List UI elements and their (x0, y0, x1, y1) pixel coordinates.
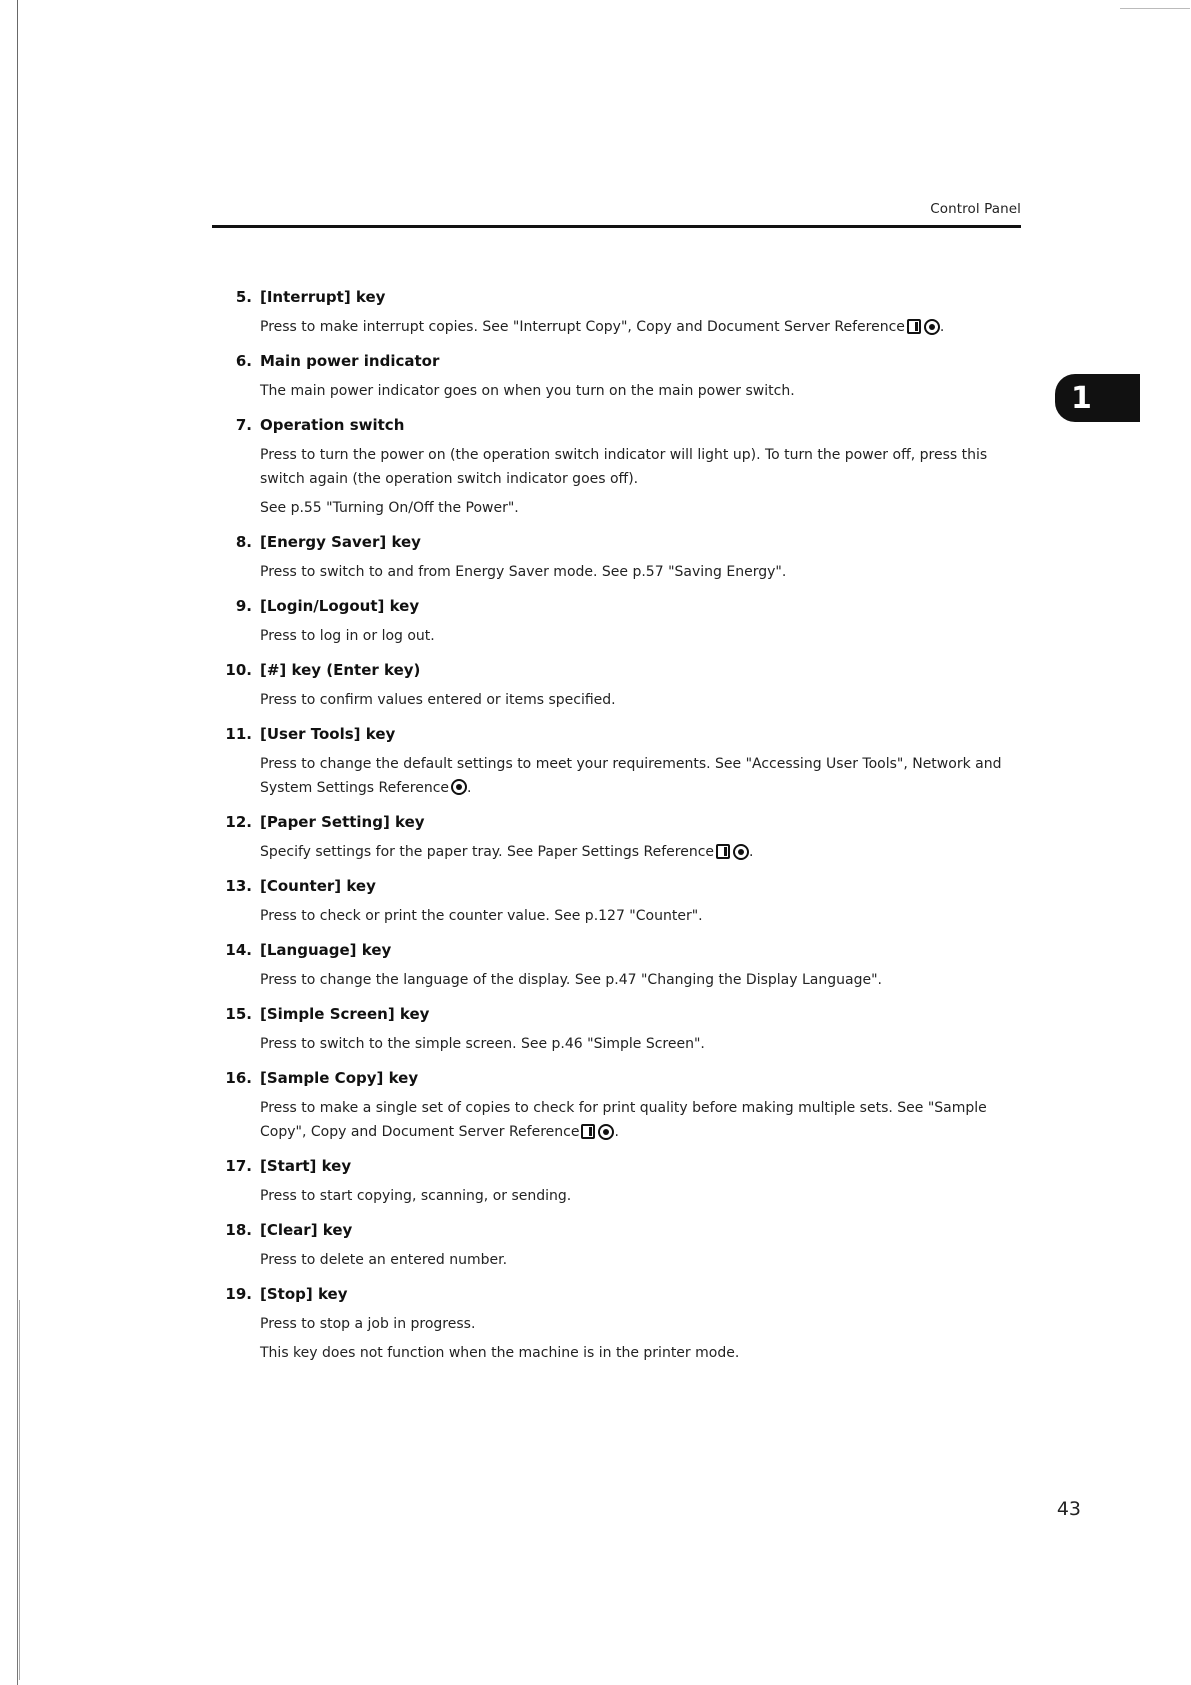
item-description (252, 443, 1030, 520)
item-description (252, 688, 1030, 712)
item-title: [Simple Screen] key (260, 1005, 430, 1023)
item-number: 7. (235, 416, 252, 434)
item-description (252, 1248, 1030, 1272)
chapter-tab (1055, 374, 1140, 422)
scan-edge-line (17, 0, 18, 1685)
item-title: [Paper Setting] key (260, 813, 425, 831)
page-number: 43 (1056, 1498, 1081, 1520)
item-number: 19. (225, 1285, 252, 1303)
item-title: Operation switch (260, 416, 405, 434)
item-heading (210, 414, 1030, 436)
list-item (210, 1219, 1030, 1272)
running-head: Control Panel (930, 201, 1021, 217)
item-number: 18. (225, 1221, 252, 1239)
description-text: Press to stop a job in progress. (260, 1316, 476, 1332)
item-number: 6. (235, 352, 252, 370)
item-description (252, 1096, 1030, 1144)
list-item (210, 1283, 1030, 1365)
description-text: Press to delete an entered number. (260, 1252, 508, 1268)
item-title: [Login/Logout] key (260, 597, 420, 615)
list-item (210, 875, 1030, 928)
description-text: The main power indicator goes on when you turn on the main power switch. (260, 383, 795, 399)
reference-icons (451, 779, 467, 795)
item-number: 13. (225, 877, 252, 895)
item-description (252, 1312, 1030, 1365)
item-number: 5. (235, 288, 252, 306)
item-description (252, 840, 1030, 864)
item-number: 15. (225, 1005, 252, 1023)
item-description (252, 968, 1030, 992)
scan-top-mark (1120, 8, 1190, 9)
description-paragraph (260, 1184, 1030, 1208)
item-title: [Clear] key (260, 1221, 353, 1239)
sentence-period: . (939, 319, 945, 335)
item-heading (210, 595, 1030, 617)
list-item (210, 723, 1030, 800)
item-heading (210, 350, 1030, 372)
item-title: [User Tools] key (260, 725, 396, 743)
description-text: See p.55 "Turning On/Off the Power". (260, 500, 519, 516)
description-paragraph (260, 1341, 1030, 1365)
sentence-period: . (467, 780, 472, 796)
item-number: 12. (225, 813, 252, 831)
item-description (252, 1184, 1030, 1208)
list-item (210, 1155, 1030, 1208)
item-heading (210, 1283, 1030, 1305)
disc-icon (733, 844, 749, 860)
scan-edge-line-secondary (19, 1300, 20, 1680)
reference-icons (907, 319, 940, 335)
item-heading (210, 723, 1030, 745)
item-title: Main power indicator (260, 352, 440, 370)
item-number: 16. (225, 1069, 252, 1087)
sentence-period: . (749, 844, 754, 860)
description-paragraph (260, 443, 1030, 491)
list-item (210, 286, 1030, 339)
item-heading (210, 531, 1030, 553)
item-heading (210, 1003, 1030, 1025)
item-title: [Energy Saver] key (260, 533, 421, 551)
chapter-number: 1 (1071, 380, 1092, 416)
item-number: 10. (225, 661, 252, 679)
item-number: 11. (225, 725, 252, 743)
item-heading (210, 1219, 1030, 1241)
description-paragraph (260, 315, 1030, 339)
list-item (210, 531, 1030, 584)
book-icon (581, 1124, 595, 1139)
item-number: 14. (225, 941, 252, 959)
list-item (210, 939, 1030, 992)
item-heading (210, 1067, 1030, 1089)
item-number: 8. (235, 533, 252, 551)
description-paragraph (260, 624, 1030, 648)
description-paragraph (260, 1096, 1030, 1144)
sentence-period: . (614, 1124, 619, 1140)
description-text: Press to confirm values entered or items specified. (260, 692, 616, 708)
list-item (210, 811, 1030, 864)
list-item (210, 414, 1030, 520)
list-item (210, 1067, 1030, 1144)
item-heading (210, 875, 1030, 897)
item-heading (210, 286, 1030, 308)
description-paragraph (260, 752, 1030, 800)
item-description (252, 1032, 1030, 1056)
item-heading (210, 659, 1030, 681)
item-title: [Language] key (260, 941, 392, 959)
description-paragraph (260, 1248, 1030, 1272)
description-paragraph (260, 496, 1030, 520)
reference-icons (581, 1124, 614, 1140)
description-text: Press to make interrupt copies. See "Interrupt Copy", Copy and Document Server Reference (260, 319, 905, 335)
disc-icon (924, 319, 940, 335)
item-heading (210, 939, 1030, 961)
item-heading (210, 1155, 1030, 1177)
item-title: [Counter] key (260, 877, 376, 895)
item-description (252, 752, 1030, 800)
description-text: Press to switch to and from Energy Saver mode. See p.57 "Saving Energy". (260, 564, 787, 580)
description-paragraph (260, 968, 1030, 992)
item-list (210, 286, 1030, 1376)
item-title: [Start] key (260, 1157, 352, 1175)
list-item (210, 350, 1030, 403)
book-icon (716, 844, 730, 859)
item-description (252, 624, 1030, 648)
description-text: Press to switch to the simple screen. See p.46 "Simple Screen". (260, 1036, 705, 1052)
item-number: 17. (225, 1157, 252, 1175)
description-text: Press to make a single set of copies to check for print quality before making multiple sets. See "Sample Copy", Copy and Document Server Reference (260, 1100, 987, 1140)
item-title: [Sample Copy] key (260, 1069, 419, 1087)
description-text: Specify settings for the paper tray. See Paper Settings Reference (260, 844, 715, 860)
reference-icons (716, 844, 749, 860)
list-item (210, 1003, 1030, 1056)
description-text: Press to log in or log out. (260, 628, 435, 644)
item-description (252, 904, 1030, 928)
list-item (210, 659, 1030, 712)
description-paragraph (260, 560, 1030, 584)
description-text: This key does not function when the machine is in the printer mode. (260, 1345, 740, 1361)
description-text: Press to check or print the counter value. See p.127 "Counter". (260, 908, 703, 924)
item-number: 9. (235, 597, 252, 615)
description-paragraph (260, 840, 1030, 864)
description-paragraph (260, 379, 1030, 403)
item-description (252, 379, 1030, 403)
description-paragraph (260, 1312, 1030, 1336)
item-description (252, 315, 1030, 339)
description-text: Press to change the language of the display. See p.47 "Changing the Display Language". (260, 972, 882, 988)
header-rule (212, 225, 1021, 228)
description-text: Press to turn the power on (the operation switch indicator will light up). To turn the power off, press this switch again (the operation switch indicator goes off). (260, 447, 988, 487)
description-paragraph (260, 1032, 1030, 1056)
description-paragraph (260, 688, 1030, 712)
item-title: [Stop] key (260, 1285, 348, 1303)
description-text: Press to change the default settings to meet your requirements. See "Accessing User Tools", Network and System Settings Reference (260, 756, 1002, 796)
item-description (252, 560, 1030, 584)
book-icon (907, 319, 921, 334)
list-item (210, 595, 1030, 648)
disc-icon (451, 779, 467, 795)
description-paragraph (260, 904, 1030, 928)
item-title: [#] key (Enter key) (260, 661, 421, 679)
item-heading (210, 811, 1030, 833)
disc-icon (598, 1124, 614, 1140)
item-title: [Interrupt] key (260, 288, 386, 306)
description-text: Press to start copying, scanning, or sending. (260, 1188, 572, 1204)
